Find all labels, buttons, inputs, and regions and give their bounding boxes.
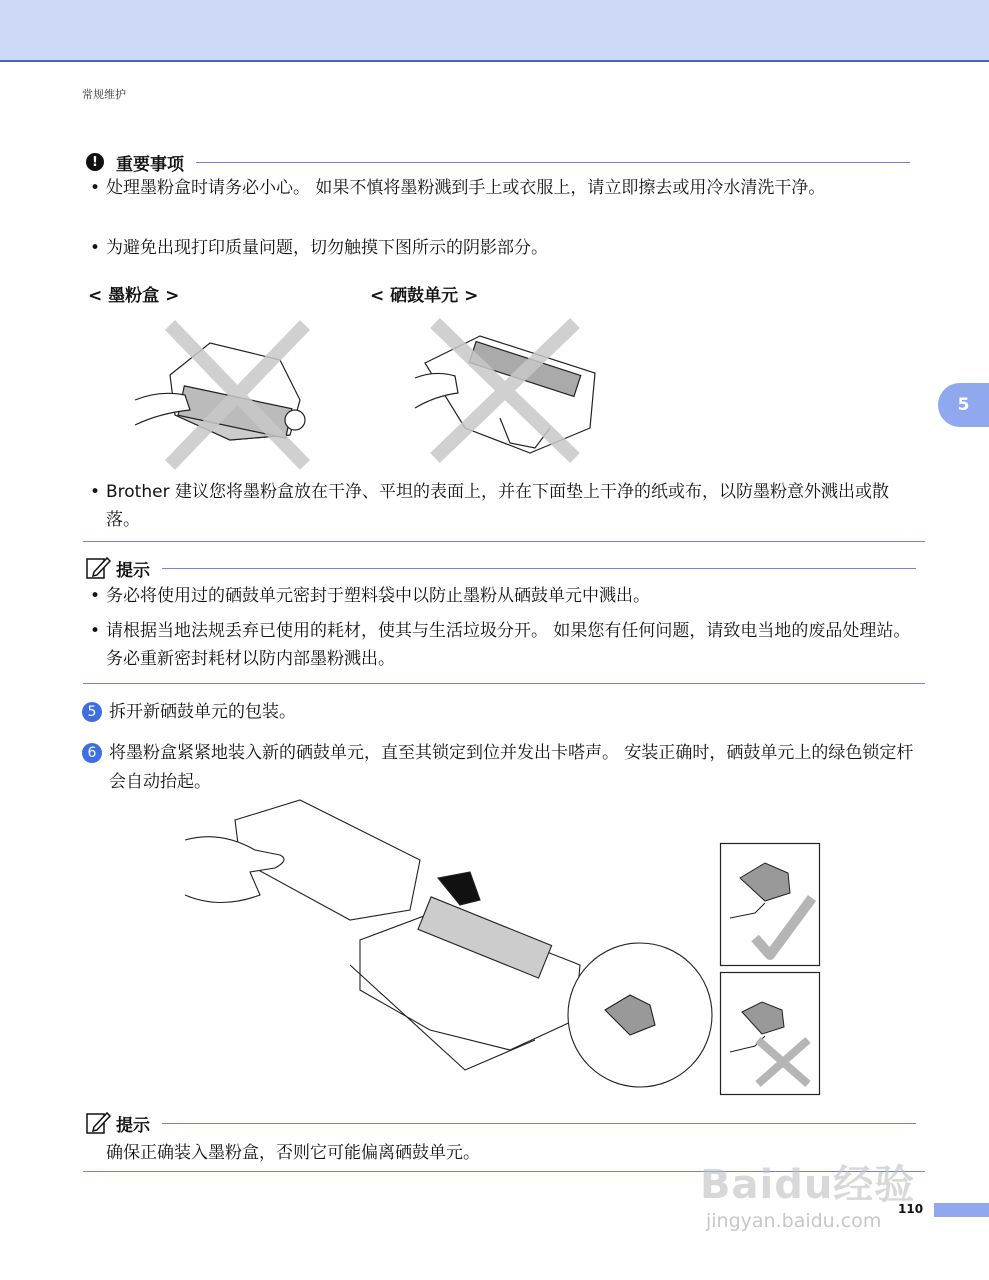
caption-toner: < 墨粉盒 > [88, 286, 180, 306]
note1-title: 提示 [116, 560, 150, 581]
note-heading-2 [86, 1111, 916, 1135]
chapter-tab [938, 383, 989, 427]
step-5: 5 拆开新硒鼓单元的包装。 [82, 698, 927, 727]
install-illustration [180, 800, 710, 1105]
note1-bullet-1: • 务必将使用过的硒鼓单元密封于塑料袋中以防止墨粉从硒鼓单元中溅出。 [90, 586, 650, 606]
toner-cartridge-illustration [130, 315, 330, 475]
drum-unit-illustration [410, 318, 610, 463]
page-tab [934, 1203, 989, 1217]
step-number-badge: 6 [82, 743, 102, 763]
step-number-badge: 5 [82, 702, 102, 722]
important-title: 重要事项 [116, 154, 184, 175]
exclamation-icon: ! [86, 153, 104, 171]
correct-lever-example [720, 843, 820, 966]
header-band [0, 0, 989, 62]
step-6: 6 将墨粉盒紧紧地装入新的硒鼓单元，直至其锁定到位并发出卡嗒声。 安装正确时，硒鼓单元上的绿色锁定杆会自动抬起。 [82, 739, 927, 797]
pencil-note-icon [86, 556, 112, 580]
important-bullet-3: • Brother 建议您将墨粉盒放在干净、平坦的表面上，并在下面垫上干净的纸或布，以防墨粉意外溅出或散落。 [90, 482, 889, 530]
caption-drum: < 硒鼓单元 > [370, 286, 479, 306]
chapter-number: 5 [957, 395, 970, 415]
running-head: 常规维护 [82, 88, 126, 101]
important-heading [86, 150, 910, 174]
baidu-watermark: Baidu经验 [700, 1162, 916, 1208]
note2-title: 提示 [116, 1115, 150, 1136]
important-bullet-2: • 为避免出现打印质量问题，切勿触摸下图所示的阴影部分。 [90, 238, 548, 258]
note1-bullet-2: • 请根据当地法规丢弃已使用的耗材，使其与生活垃圾分开。 如果您有任何问题，请致电当地的废品处理站。 务必重新密封耗材以防内部墨粉溅出。 [90, 621, 911, 669]
note2-text: 确保正确装入墨粉盒，否则它可能偏离硒鼓单元。 [106, 1143, 480, 1163]
incorrect-lever-example [720, 972, 820, 1095]
baidu-watermark-url: jingyan.baidu.com [706, 1210, 882, 1232]
page-number: 110 [898, 1202, 924, 1216]
pencil-note-icon [86, 1111, 112, 1135]
important-bullet-1: • 处理墨粉盒时请务必小心。 如果不慎将墨粉溅到手上或衣服上，请立即擦去或用冷水清洗干净。 [90, 178, 826, 198]
note-heading-1 [86, 556, 916, 580]
